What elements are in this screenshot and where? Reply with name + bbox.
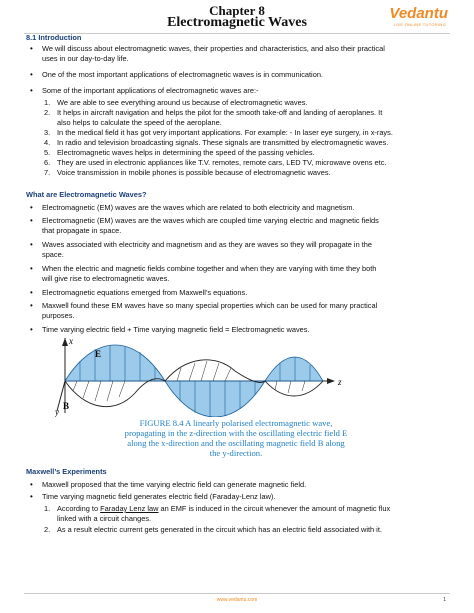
- bullet-icon: •: [30, 264, 33, 273]
- x-axis-label: x: [69, 336, 73, 346]
- list-number: 3.: [44, 128, 51, 137]
- definition-bullet-3-line-2: space.: [42, 250, 64, 259]
- definition-bullet-6-line-2: purposes.: [42, 311, 75, 320]
- application-item-6: They are used in electronic appliances like T.V. remotes, remote cars, LED TV, microwave ovens etc.: [57, 158, 387, 167]
- chapter-title: Electromagnetic Waves: [167, 15, 307, 30]
- z-axis-label: z: [338, 377, 342, 387]
- bullet-icon: •: [30, 288, 33, 297]
- application-item-7: Voice transmission in mobile phones is possible because of electromagnetic waves.: [57, 168, 331, 177]
- figure-caption-line-4: the y-direction.: [209, 448, 263, 458]
- list-number: 1.: [44, 504, 51, 513]
- footer-url[interactable]: www.vedantu.com: [216, 597, 258, 603]
- application-item-3: In the medical field it has got very important applications. For example: - In laser eye surgery, in x-rays.: [57, 128, 393, 137]
- list-number: 5.: [44, 148, 51, 157]
- intro-bullet-3: Some of the important applications of electromagnetic waves are:-: [42, 86, 259, 95]
- maxwell-bullet-2: Time varying magnetic field generates electric field (Faraday-Lenz law).: [42, 492, 276, 501]
- definition-bullet-6-line-1: Maxwell found these EM waves have so many special properties which can be used for many practical: [42, 301, 378, 310]
- faraday-item-prefix: According to: [57, 504, 101, 513]
- definition-bullet-1: Electromagnetic (EM) waves are the waves which are related to both electricity and magnetism.: [42, 203, 355, 212]
- list-number: 4.: [44, 138, 51, 147]
- faraday-item-suffix: an EMF is induced in the circuit whenever the amount of magnetic flux: [158, 504, 391, 513]
- section-heading-what-are-em-waves: What are Electromagnetic Waves?: [26, 190, 147, 199]
- bullet-icon: •: [30, 301, 33, 310]
- application-item-2-line-1: It helps in aircraft navigation and helps the pilot for the smooth take-off and landing of aeroplanes. It: [57, 108, 383, 117]
- figure-caption-line-3: along the x-direction and the oscillating magnetic field B along: [127, 438, 345, 448]
- intro-bullet-1-line-1: We will discuss about electromagnetic waves, their properties and characteristics, and also their practical: [42, 44, 385, 53]
- list-number: 2.: [44, 525, 51, 534]
- maxwell-bullet-1: Maxwell proposed that the time varying electric field can generate magnetic field.: [42, 480, 307, 489]
- definition-bullet-4-line-1: When the electric and magnetic fields combine together and when they are varying with time they both: [42, 264, 377, 273]
- bullet-icon: •: [30, 44, 33, 53]
- definition-bullet-2-line-2: that propagate in space.: [42, 226, 122, 235]
- bullet-icon: •: [30, 240, 33, 249]
- header-divider: [24, 33, 450, 34]
- chapter-label: Chapter 8: [209, 3, 265, 18]
- footer-divider: [24, 593, 450, 594]
- definition-bullet-2-line-1: Electromagnetic (EM) waves are the waves which are coupled time varying electric and magnetic fields: [42, 216, 379, 225]
- application-item-1: We are able to see everything around us because of electromagnetic waves.: [57, 98, 308, 107]
- intro-bullet-2: One of the most important applications of electromagnetic waves is in communication.: [42, 70, 323, 79]
- list-number: 2.: [44, 108, 51, 117]
- bullet-icon: •: [30, 325, 33, 334]
- faraday-item-line-1: [57, 504, 390, 514]
- bullet-icon: •: [30, 492, 33, 501]
- list-number: 6.: [44, 158, 51, 167]
- current-item: As a result electric current gets generated in the circuit which has an electric field associated with it.: [57, 525, 382, 534]
- list-number: 1.: [44, 98, 51, 107]
- definition-bullet-7: Time varying electric field + Time varying magnetic field = Electromagnetic waves.: [42, 325, 310, 334]
- bullet-icon: •: [30, 86, 33, 95]
- definition-bullet-4-line-2: will give rise to electromagnetic waves.: [42, 274, 170, 283]
- definition-bullet-3-line-1: Waves associated with electricity and magnetism and as they are waves so they will propagate in the: [42, 240, 373, 249]
- figure-caption-line-1: FIGURE 8.4 A linearly polarised electromagnetic wave,: [139, 418, 333, 428]
- page-number: 1: [443, 597, 446, 603]
- faraday-item-line-2: linked with a circuit changes.: [57, 514, 152, 523]
- y-axis-label: y: [55, 407, 59, 417]
- list-number: 7.: [44, 168, 51, 177]
- definition-bullet-5: Electromagnetic equations emerged from Maxwell’s equations.: [42, 288, 248, 297]
- bullet-icon: •: [30, 70, 33, 79]
- application-item-4: In radio and television broadcasting signals. These signals are transmitted by electromagnetic waves.: [57, 138, 389, 147]
- logo-tagline: LIVE ONLINE TUTORING: [393, 22, 446, 27]
- electric-field-label: E: [95, 349, 102, 359]
- section-heading-introduction: 8.1 Introduction: [26, 33, 82, 42]
- bullet-icon: •: [30, 216, 33, 225]
- z-axis-arrow: [327, 378, 335, 384]
- figure-caption-line-2: propagating in the z-direction with the oscillating electric field E: [124, 428, 348, 438]
- faraday-lenz-link[interactable]: Faraday Lenz law: [100, 504, 159, 513]
- application-item-5: Electromagnetic waves helps in determining the speed of the passing vehicles.: [57, 148, 315, 157]
- bullet-icon: •: [30, 203, 33, 212]
- magnetic-field-label: B: [63, 401, 70, 411]
- application-item-2-line-2: also helps to calculate the speed of the aeroplane.: [57, 118, 222, 127]
- em-wave-figure: [55, 335, 345, 417]
- bullet-icon: •: [30, 480, 33, 489]
- x-axis-arrow: [62, 338, 68, 346]
- vedantu-logo: Vedantu: [389, 5, 448, 22]
- section-heading-maxwell: Maxwell’s Experiments: [26, 467, 107, 476]
- intro-bullet-1-line-2: uses in our day-to-day life.: [42, 54, 129, 63]
